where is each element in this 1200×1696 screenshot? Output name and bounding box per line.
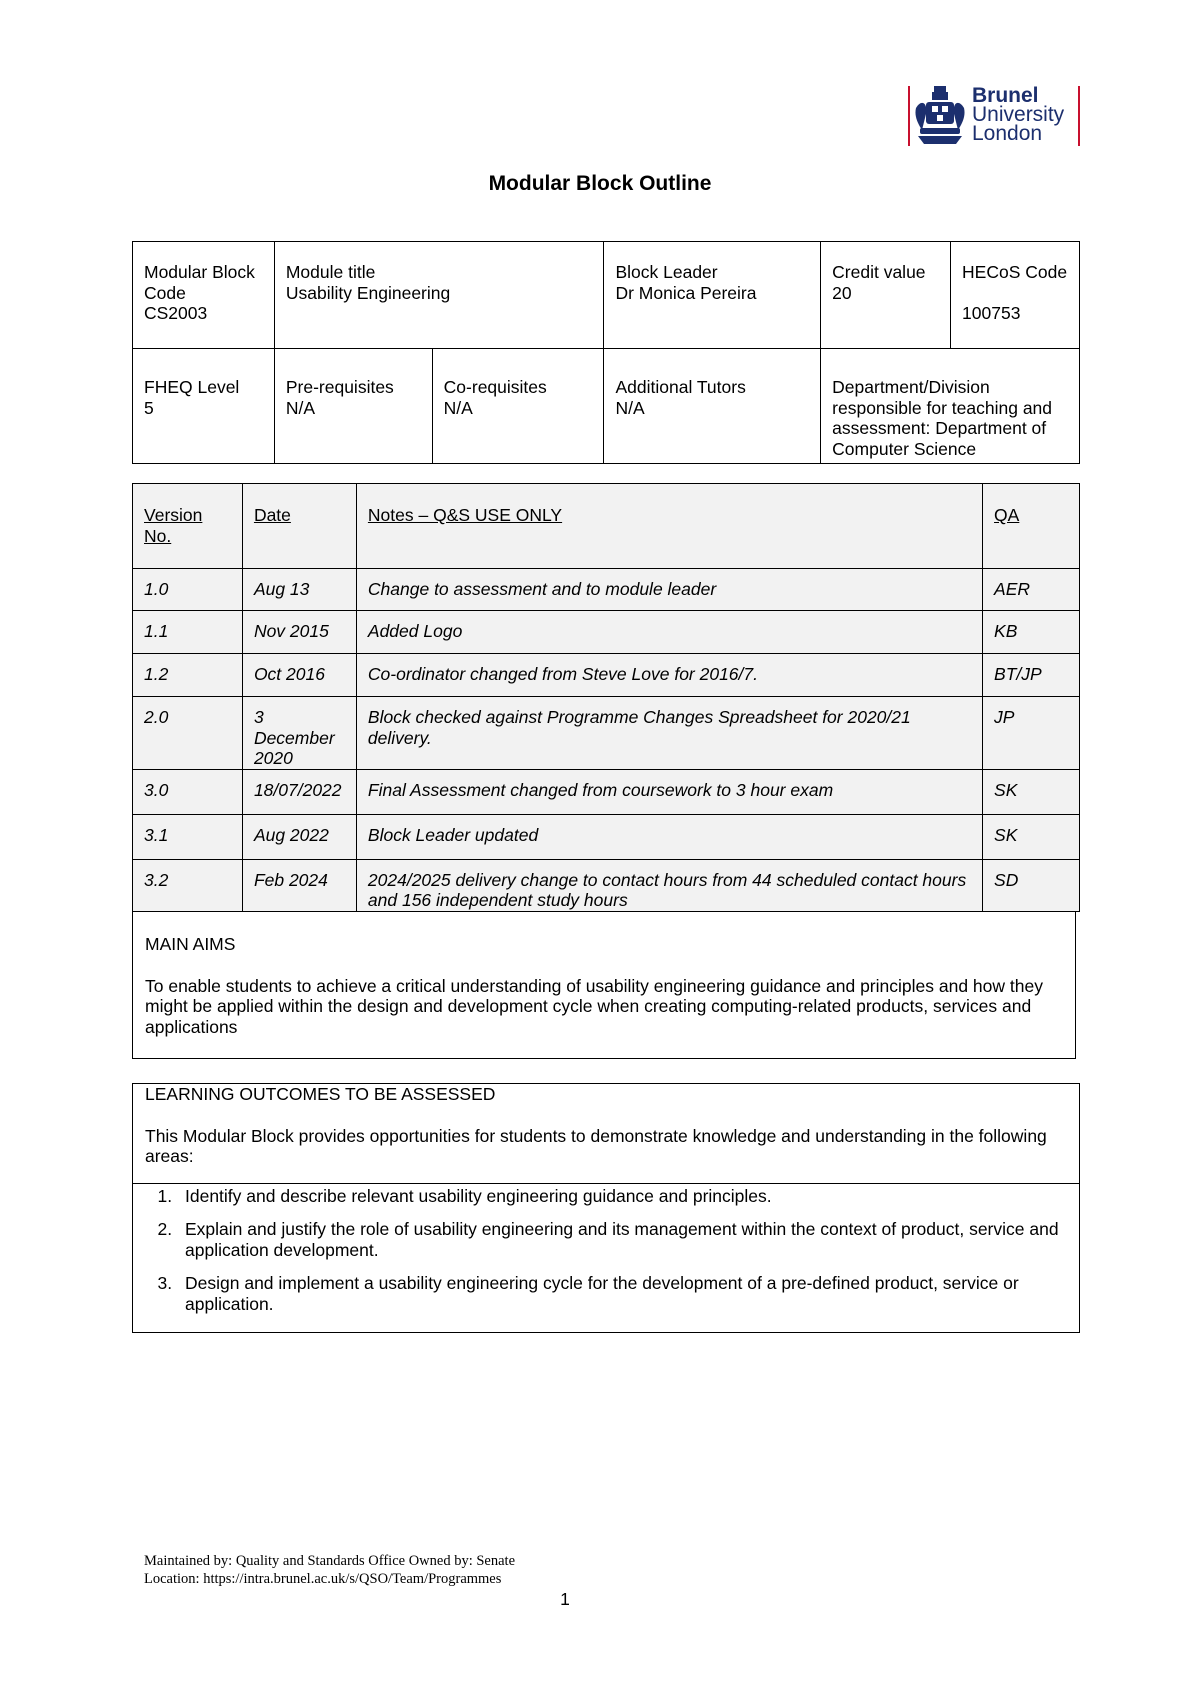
version-date: Nov 2015 <box>253 621 329 641</box>
version-number: 2.0 <box>144 707 169 727</box>
main-aims-section <box>132 911 1076 1059</box>
learning-outcomes-section <box>132 1083 1080 1333</box>
fheq-label: FHEQ Level <box>144 377 240 397</box>
logo-wordmark <box>972 86 1064 143</box>
header-notes-text: Notes – Q&S USE ONLY <box>367 505 563 525</box>
version-qa: SD <box>994 869 1019 890</box>
coreq-cell <box>432 349 604 464</box>
header-qa <box>983 484 1080 569</box>
hecos-value: 100753 <box>962 302 1021 323</box>
logo-right-bar <box>1078 86 1080 146</box>
footer <box>144 1552 515 1588</box>
header-version-text: Version No. <box>144 505 203 546</box>
version-row <box>133 697 1080 770</box>
learning-outcome-item: 1. Identify and describe relevant usability engineering guidance and principles. <box>177 1186 1059 1207</box>
version-qa: SK <box>994 824 1018 845</box>
main-aims-text: To enable students to achieve a critical understanding of usability engineering guidance and principles and how they might be applied within the design and development cycle when creating computing-related products, services and applications <box>145 975 1043 1037</box>
prereq-label: Pre-requisites <box>285 377 394 397</box>
learning-outcome-item: 3. Design and implement a usability engineering cycle for the development of a pre-defined product, service or application. <box>177 1273 1059 1314</box>
footer-location: Location: https://intra.brunel.ac.uk/s/QSO/Team/Programmes <box>144 1571 502 1587</box>
version-qa: JP <box>994 707 1015 727</box>
version-date: 3 December 2020 <box>253 707 335 768</box>
tutors-label: Additional Tutors <box>615 377 746 397</box>
logo-left-bar <box>908 86 910 146</box>
code-cell <box>133 242 275 349</box>
module-title-value: Usability Engineering <box>285 282 451 303</box>
main-aims-heading: MAIN AIMS <box>145 934 236 954</box>
version-header-row <box>133 484 1080 569</box>
department-cell <box>821 349 1080 464</box>
hecos-cell <box>951 242 1080 349</box>
module-info-table <box>132 241 1080 464</box>
code-label: Modular Block Code <box>144 262 255 303</box>
learning-outcome-item: 2. Explain and justify the role of usability engineering and its management within the context of product, service and application development. <box>177 1219 1059 1260</box>
header-notes <box>356 484 982 569</box>
block-leader-cell <box>604 242 821 349</box>
version-row <box>133 654 1080 697</box>
version-number: 3.0 <box>144 779 169 800</box>
prereq-value: N/A <box>285 397 316 418</box>
credit-label: Credit value <box>832 262 926 282</box>
version-number: 1.1 <box>144 621 169 641</box>
module-title-cell <box>274 242 604 349</box>
version-number: 3.2 <box>144 869 169 890</box>
version-notes: Block Leader updated <box>367 824 539 845</box>
learning-outcomes-header <box>133 1084 1079 1184</box>
code-value: CS2003 <box>144 303 208 323</box>
version-qa: AER <box>994 579 1031 599</box>
header-date <box>242 484 356 569</box>
coreq-value: N/A <box>443 397 473 418</box>
page-number: 1 <box>560 1589 570 1609</box>
version-notes: Added Logo <box>367 621 463 641</box>
university-logo <box>908 84 1088 148</box>
version-notes: Final Assessment changed from coursework to 3 hour exam <box>367 779 834 800</box>
header-date-text: Date <box>253 505 291 525</box>
prereq-cell <box>274 349 432 464</box>
learning-outcomes-heading: LEARNING OUTCOMES TO BE ASSESSED <box>145 1084 496 1104</box>
page-title: Modular Block Outline <box>488 172 712 195</box>
learning-outcomes-intro: This Modular Block provides opportunities for students to demonstrate knowledge and understanding in the following areas: <box>145 1125 1047 1166</box>
block-leader-label: Block Leader <box>615 262 718 282</box>
version-row <box>133 859 1080 911</box>
hecos-label: HECoS Code <box>962 262 1068 282</box>
crest-icon <box>912 84 968 148</box>
version-row <box>133 769 1080 814</box>
version-number: 1.0 <box>144 579 169 599</box>
logo-line-3: London <box>972 122 1043 145</box>
credit-value: 20 <box>832 282 852 303</box>
version-date: Aug 2022 <box>253 824 329 845</box>
module-title-label: Module title <box>285 262 376 282</box>
coreq-label: Co-requisites <box>443 377 547 397</box>
fheq-cell <box>133 349 275 464</box>
version-qa: KB <box>994 621 1018 641</box>
version-notes: 2024/2025 delivery change to contact hours from 44 scheduled contact hours and 156 independent study hours <box>367 869 967 910</box>
version-notes: Change to assessment and to module leader <box>367 579 717 599</box>
version-row <box>133 569 1080 611</box>
credit-cell <box>821 242 951 349</box>
header-qa-text: QA <box>994 505 1020 525</box>
tutors-value: N/A <box>615 397 645 418</box>
footer-maintained-by: Maintained by: Quality and Standards Office Owned by: Senate <box>144 1553 516 1569</box>
department-text: Department/Division responsible for teaching and assessment: Department of Computer Science <box>832 377 1053 459</box>
fheq-value: 5 <box>144 397 154 418</box>
logo-line-1: Brunel <box>972 84 1039 107</box>
version-date: Oct 2016 <box>253 664 325 684</box>
version-history-table <box>132 483 1080 912</box>
version-number: 1.2 <box>144 664 169 684</box>
version-qa: SK <box>994 779 1018 800</box>
version-qa: BT/JP <box>994 664 1042 684</box>
tutors-cell <box>604 349 821 464</box>
version-date: 18/07/2022 <box>253 779 342 800</box>
version-number: 3.1 <box>144 824 169 845</box>
version-row <box>133 814 1080 859</box>
version-notes: Block checked against Programme Changes Spreadsheet for 2020/21 delivery. <box>367 707 911 748</box>
learning-outcomes-list <box>133 1184 1079 1334</box>
logo-line-2: University <box>972 103 1065 126</box>
version-date: Feb 2024 <box>253 869 328 890</box>
version-date: Aug 13 <box>253 579 310 599</box>
version-notes: Co-ordinator changed from Steve Love for 2016/7. <box>367 664 758 684</box>
header-version <box>133 484 243 569</box>
block-leader-value: Dr Monica Pereira <box>615 282 757 303</box>
version-row <box>133 611 1080 654</box>
